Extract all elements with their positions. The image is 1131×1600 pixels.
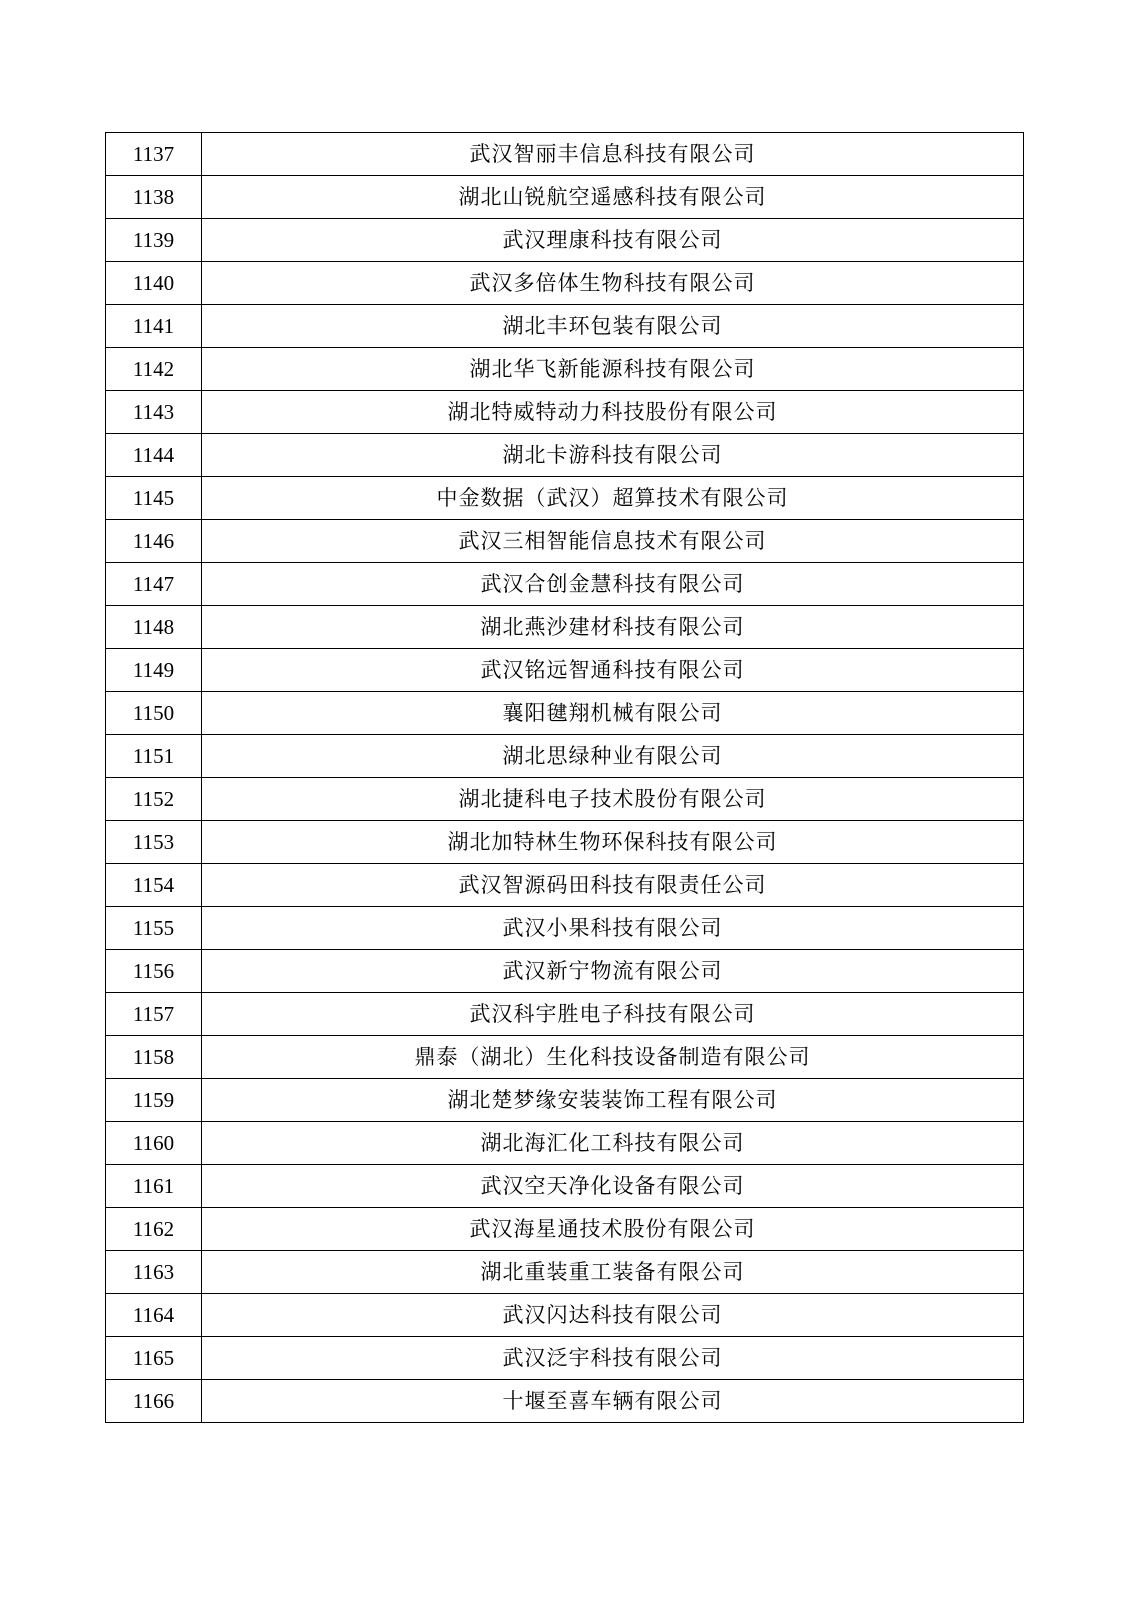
row-number-cell: 1163 bbox=[106, 1251, 202, 1294]
row-number-cell: 1147 bbox=[106, 563, 202, 606]
table-row bbox=[106, 305, 1024, 348]
company-name-cell: 武汉三相智能信息技术有限公司 bbox=[202, 520, 1024, 563]
row-number-cell: 1141 bbox=[106, 305, 202, 348]
table-row bbox=[106, 434, 1024, 477]
table-row bbox=[106, 1337, 1024, 1380]
company-name-cell: 襄阳毽翔机械有限公司 bbox=[202, 692, 1024, 735]
row-number-cell: 1153 bbox=[106, 821, 202, 864]
row-number-cell: 1151 bbox=[106, 735, 202, 778]
row-number-cell: 1157 bbox=[106, 993, 202, 1036]
company-name-cell: 湖北华飞新能源科技有限公司 bbox=[202, 348, 1024, 391]
table-row bbox=[106, 735, 1024, 778]
row-number-cell: 1144 bbox=[106, 434, 202, 477]
table-row bbox=[106, 1294, 1024, 1337]
company-name-cell: 武汉科宇胜电子科技有限公司 bbox=[202, 993, 1024, 1036]
row-number-cell: 1145 bbox=[106, 477, 202, 520]
table-row bbox=[106, 821, 1024, 864]
row-number-cell: 1158 bbox=[106, 1036, 202, 1079]
row-number-cell: 1149 bbox=[106, 649, 202, 692]
company-name-cell: 湖北重装重工装备有限公司 bbox=[202, 1251, 1024, 1294]
company-name-cell: 武汉理康科技有限公司 bbox=[202, 219, 1024, 262]
table-row bbox=[106, 176, 1024, 219]
table-row bbox=[106, 477, 1024, 520]
table-row bbox=[106, 262, 1024, 305]
company-name-cell: 鼎泰（湖北）生化科技设备制造有限公司 bbox=[202, 1036, 1024, 1079]
row-number-cell: 1161 bbox=[106, 1165, 202, 1208]
table-row bbox=[106, 1122, 1024, 1165]
row-number-cell: 1138 bbox=[106, 176, 202, 219]
table-row bbox=[106, 907, 1024, 950]
company-name-cell: 武汉空天净化设备有限公司 bbox=[202, 1165, 1024, 1208]
row-number-cell: 1140 bbox=[106, 262, 202, 305]
company-name-cell: 中金数据（武汉）超算技术有限公司 bbox=[202, 477, 1024, 520]
table-row bbox=[106, 348, 1024, 391]
company-name-cell: 湖北丰环包装有限公司 bbox=[202, 305, 1024, 348]
row-number-cell: 1152 bbox=[106, 778, 202, 821]
row-number-cell: 1162 bbox=[106, 1208, 202, 1251]
company-list-body bbox=[106, 133, 1024, 1423]
company-name-cell: 武汉闪达科技有限公司 bbox=[202, 1294, 1024, 1337]
company-name-cell: 武汉小果科技有限公司 bbox=[202, 907, 1024, 950]
row-number-cell: 1142 bbox=[106, 348, 202, 391]
row-number-cell: 1137 bbox=[106, 133, 202, 176]
table-row bbox=[106, 1251, 1024, 1294]
table-row bbox=[106, 649, 1024, 692]
table-row bbox=[106, 219, 1024, 262]
row-number-cell: 1156 bbox=[106, 950, 202, 993]
table-row bbox=[106, 1079, 1024, 1122]
row-number-cell: 1160 bbox=[106, 1122, 202, 1165]
row-number-cell: 1155 bbox=[106, 907, 202, 950]
table-row bbox=[106, 1036, 1024, 1079]
table-row bbox=[106, 993, 1024, 1036]
company-name-cell: 武汉铭远智通科技有限公司 bbox=[202, 649, 1024, 692]
table-row bbox=[106, 520, 1024, 563]
company-name-cell: 湖北捷科电子技术股份有限公司 bbox=[202, 778, 1024, 821]
company-name-cell: 湖北海汇化工科技有限公司 bbox=[202, 1122, 1024, 1165]
row-number-cell: 1139 bbox=[106, 219, 202, 262]
table-row bbox=[106, 133, 1024, 176]
row-number-cell: 1154 bbox=[106, 864, 202, 907]
company-name-cell: 武汉新宁物流有限公司 bbox=[202, 950, 1024, 993]
row-number-cell: 1148 bbox=[106, 606, 202, 649]
company-name-cell: 湖北思绿种业有限公司 bbox=[202, 735, 1024, 778]
table-row bbox=[106, 563, 1024, 606]
row-number-cell: 1159 bbox=[106, 1079, 202, 1122]
table-row bbox=[106, 778, 1024, 821]
table-row bbox=[106, 864, 1024, 907]
table-row bbox=[106, 950, 1024, 993]
company-name-cell: 湖北山锐航空遥感科技有限公司 bbox=[202, 176, 1024, 219]
table-row bbox=[106, 1165, 1024, 1208]
company-name-cell: 武汉多倍体生物科技有限公司 bbox=[202, 262, 1024, 305]
table-row bbox=[106, 391, 1024, 434]
row-number-cell: 1150 bbox=[106, 692, 202, 735]
row-number-cell: 1166 bbox=[106, 1380, 202, 1423]
company-name-cell: 武汉智丽丰信息科技有限公司 bbox=[202, 133, 1024, 176]
company-name-cell: 十堰至喜车辆有限公司 bbox=[202, 1380, 1024, 1423]
row-number-cell: 1143 bbox=[106, 391, 202, 434]
company-name-cell: 湖北加特林生物环保科技有限公司 bbox=[202, 821, 1024, 864]
company-name-cell: 湖北楚梦缘安装装饰工程有限公司 bbox=[202, 1079, 1024, 1122]
company-name-cell: 武汉智源码田科技有限责任公司 bbox=[202, 864, 1024, 907]
table-row bbox=[106, 606, 1024, 649]
company-list-table bbox=[105, 132, 1024, 1423]
company-name-cell: 湖北卡游科技有限公司 bbox=[202, 434, 1024, 477]
company-name-cell: 武汉海星通技术股份有限公司 bbox=[202, 1208, 1024, 1251]
row-number-cell: 1165 bbox=[106, 1337, 202, 1380]
company-name-cell: 湖北燕沙建材科技有限公司 bbox=[202, 606, 1024, 649]
row-number-cell: 1146 bbox=[106, 520, 202, 563]
row-number-cell: 1164 bbox=[106, 1294, 202, 1337]
company-name-cell: 湖北特威特动力科技股份有限公司 bbox=[202, 391, 1024, 434]
table-row bbox=[106, 1380, 1024, 1423]
company-name-cell: 武汉合创金慧科技有限公司 bbox=[202, 563, 1024, 606]
table-row bbox=[106, 1208, 1024, 1251]
table-row bbox=[106, 692, 1024, 735]
company-name-cell: 武汉泛宇科技有限公司 bbox=[202, 1337, 1024, 1380]
